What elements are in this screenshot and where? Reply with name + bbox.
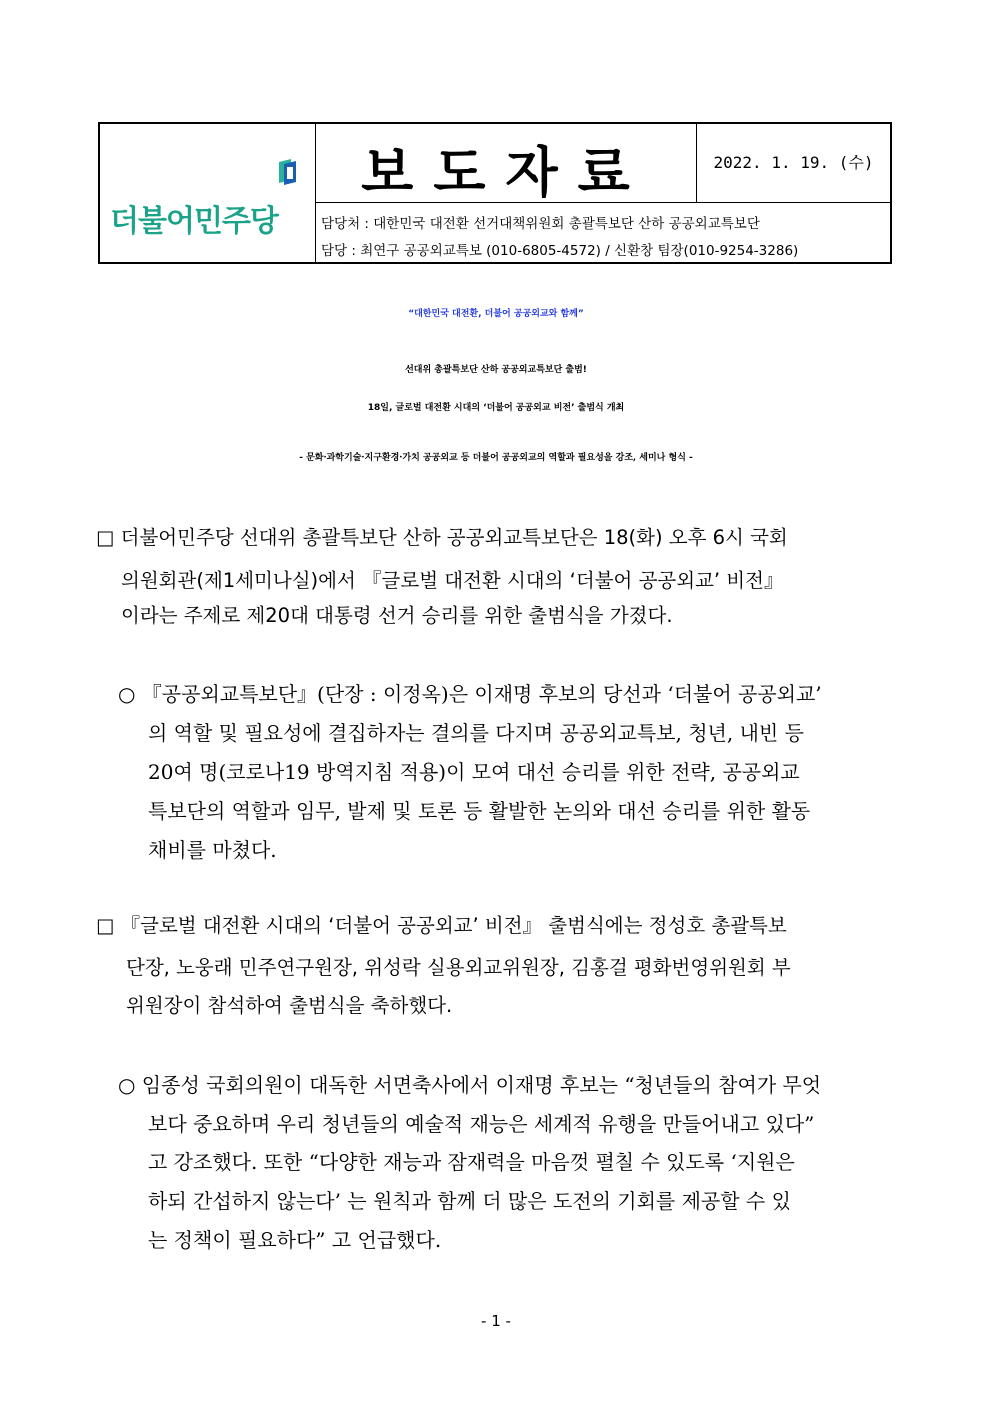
page-number: - 1 - — [481, 1312, 511, 1330]
release-title-cell — [315, 124, 697, 203]
contact-department: 담당처 : 대한민국 대전환 선거대책위원회 총괄특보단 산하 공공외교특보단 — [321, 216, 760, 232]
party-logo-text: 더불어민주당 — [110, 204, 278, 239]
contact-cell — [315, 203, 890, 262]
party-logo-icon — [276, 158, 298, 186]
party-logo-cell — [100, 124, 316, 262]
section1-bullet-line: 채비를 마쳤다. — [148, 838, 277, 862]
main-headline: “대한민국 대전환, 더불어 공공외교와 함께” — [408, 309, 584, 319]
sub-headline-2: 18일, 글로벌 대전환 시대의 ‘더불어 공공외교 비전’ 출범식 개최 — [367, 403, 625, 413]
section2-bullet-line: ○ 임종성 국회의원이 대독한 서면축사에서 이재명 후보는 “청년들의 참여가 무엇 — [118, 1073, 822, 1097]
section2-bullet-line: 는 정책이 필요하다” 고 언급했다. — [148, 1228, 442, 1252]
contact-persons: 담당 : 최연구 공공외교특보 (010-6805-4572) / 신환창 팀장(010-9254-3286) — [321, 243, 799, 259]
release-date: 2022. 1. 19. (수) — [713, 153, 874, 172]
section1-line: 의원회관(제1세미나실)에서 『글로벌 대전환 시대의 ‘더불어 공공외교’ 비전』 — [121, 569, 784, 592]
section2-bullet-line: 보다 중요하며 우리 청년들의 예술적 재능은 세계적 유행을 만들어내고 있다” — [148, 1112, 815, 1136]
sub-headline-1: 선대위 총괄특보단 산하 공공외교특보단 출범! — [405, 365, 587, 375]
press-release-header — [98, 122, 892, 264]
release-title: 보도자료 — [361, 141, 650, 204]
section1-bullet-line: 특보단의 역할과 임무, 발제 및 토론 등 활발한 논의와 대선 승리를 위한 활동 — [148, 799, 811, 823]
section2-line: □ 『글로벌 대전환 시대의 ‘더불어 공공외교’ 비전』 출범식에는 정성호 총괄특보 — [96, 914, 787, 937]
section1-bullet-line: ○ 『공공외교특보단』(단장 : 이정옥)은 이재명 후보의 당선과 ‘더불어 공공외교’ — [118, 682, 822, 706]
section2-bullet-line: 하되 간섭하지 않는다’ 는 원칙과 함께 더 많은 도전의 기회를 제공할 수 있 — [148, 1189, 791, 1213]
section1-bullet-line: 의 역할 및 필요성에 결집하자는 결의를 다지며 공공외교특보, 청년, 내빈 등 — [148, 721, 804, 745]
section1-line: 이라는 주제로 제20대 대통령 선거 승리를 위한 출범식을 가졌다. — [121, 604, 673, 627]
section1-line: □ 더불어민주당 선대위 총괄특보단 산하 공공외교특보단은 18(화) 오후 6시 국회 — [96, 526, 788, 549]
date-cell — [697, 124, 890, 203]
section2-line: 위원장이 참석하여 출범식을 축하했다. — [126, 994, 453, 1017]
section2-bullet-line: 고 강조했다. 또한 “다양한 재능과 잠재력을 마음껏 펼칠 수 있도록 ‘지원은 — [148, 1150, 795, 1174]
sub-headline-3: - 문화·과학기술·지구환경·가치 공공외교 등 더불어 공공외교의 역할과 필요성을 강조, 세미나 형식 - — [299, 453, 693, 463]
section2-line: 단장, 노웅래 민주연구원장, 위성락 실용외교위원장, 김홍걸 평화번영위원회 부 — [126, 956, 791, 979]
section1-bullet-line: 20여 명(코로나19 방역지침 적용)이 모여 대선 승리를 위한 전략, 공공외교 — [148, 760, 800, 784]
